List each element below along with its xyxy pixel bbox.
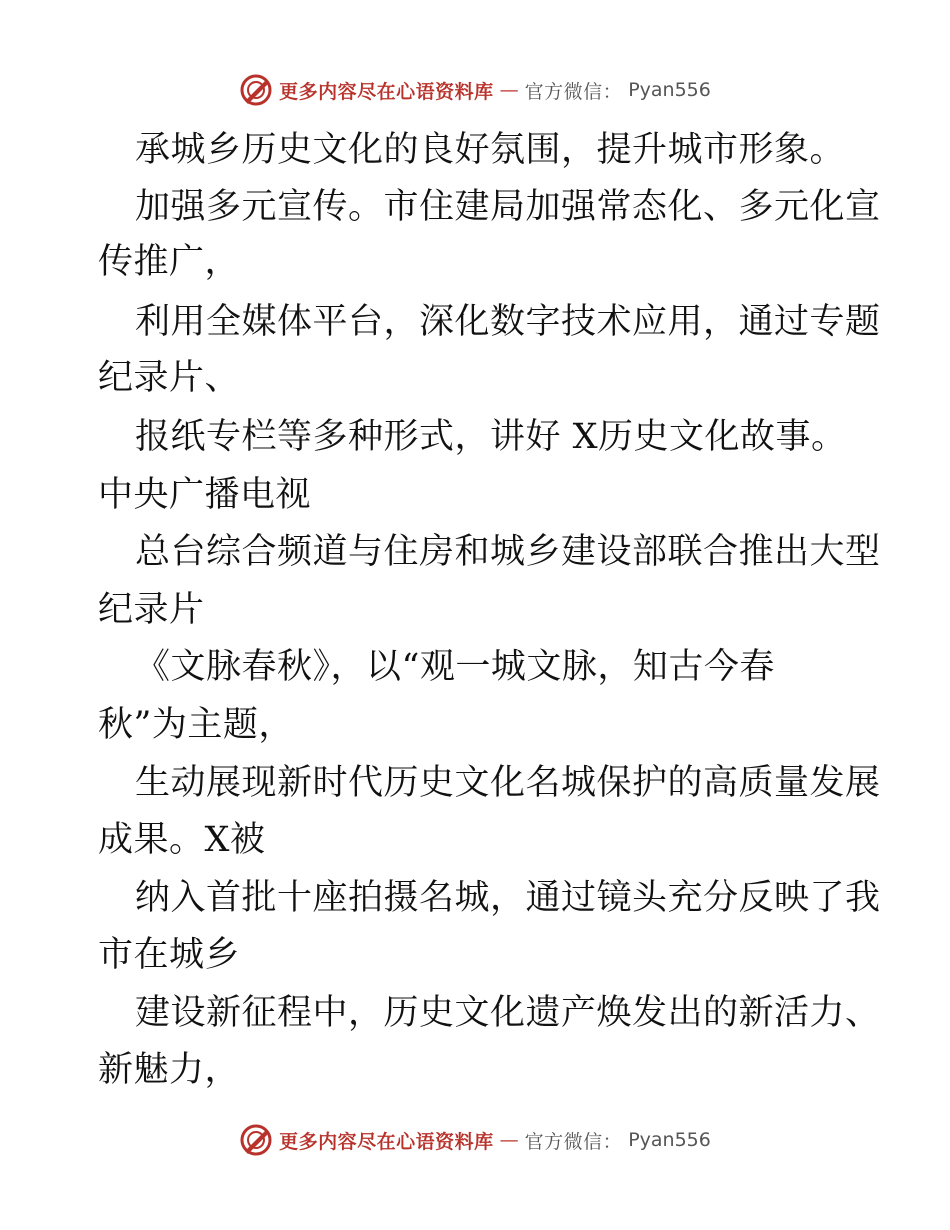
paragraph-line: 纪录片、 — [98, 358, 241, 398]
banner-dash: — — [499, 1129, 519, 1151]
banner-brand: 更多内容尽在心语资料库 — [279, 80, 494, 103]
banner-wechat-id: Pyan556 — [628, 79, 711, 101]
paragraph-line: 利用全媒体平台，深化数字技术应用，通过专题 — [135, 302, 881, 342]
paragraph-line: 纳入首批十座拍摄名城，通过镜头充分反映了我 — [135, 878, 881, 918]
paragraph-line: 《文脉春秋》，以“观一城文脉，知古今春 — [135, 647, 775, 687]
pen-logo-icon — [239, 1123, 273, 1157]
paragraph-line: 生动展现新时代历史文化名城保护的高质量发展 — [135, 763, 881, 803]
paragraph-line: 成果。X被 — [98, 820, 266, 860]
paragraph-line: 建设新征程中，历史文化遗产焕发出的新活力、 — [135, 993, 881, 1033]
banner-brand: 更多内容尽在心语资料库 — [279, 1130, 494, 1153]
paragraph-line: 新魅力， — [98, 1050, 241, 1090]
paragraph-line: 加强多元宣传。市住建局加强常态化、多元化宣 — [135, 187, 881, 227]
paragraph-line: 市在城乡 — [98, 935, 241, 975]
banner-official-label: 官方微信： — [524, 1130, 623, 1153]
paragraph-line: 传推广， — [98, 242, 241, 282]
header-banner — [0, 70, 950, 110]
banner-official-label: 官方微信： — [524, 80, 623, 103]
pen-logo-icon — [239, 73, 273, 107]
paragraph-line: 纪录片 — [98, 590, 205, 630]
banner-wechat-id: Pyan556 — [628, 1129, 711, 1151]
footer-banner — [0, 1120, 950, 1160]
paragraph-line: 秋”为主题， — [98, 705, 294, 745]
paragraph-line: 报纸专栏等多种形式，讲好 X历史文化故事。 — [135, 417, 847, 457]
paragraph-line: 总台综合频道与住房和城乡建设部联合推出大型 — [135, 532, 881, 572]
banner-dash: — — [499, 79, 519, 101]
paragraph-line: 中央广播电视 — [98, 475, 312, 515]
paragraph-line: 承城乡历史文化的良好氛围，提升城市形象。 — [135, 130, 846, 170]
